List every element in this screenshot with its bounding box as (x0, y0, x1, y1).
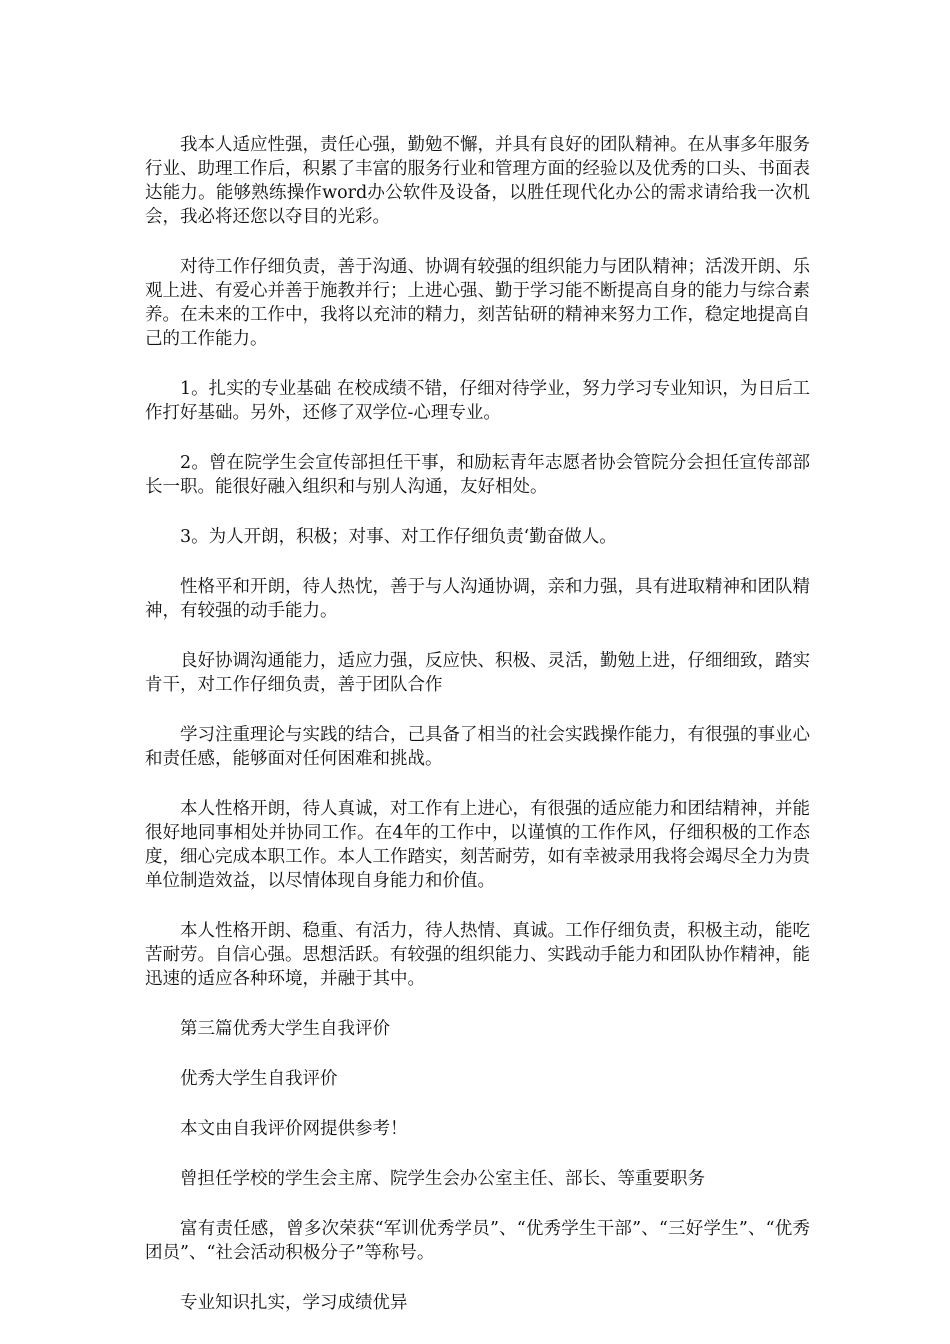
section-subtitle: 优秀大学生自我评价 (180, 1069, 338, 1089)
paragraph-7: 良好协调沟通能力，适应力强，反应快、积极、灵活，勤勉上进，仔细细致，踏实肯干，对工作仔细负责，善于团队合作 (145, 651, 810, 695)
paragraph-3: 1。扎实的专业基础 在校成绩不错，仔细对待学业，努力学习专业知识，为日后工作打好基础。另外，还修了双学位-心理专业。 (145, 379, 810, 423)
paragraph-14: 曾担任学校的学生会主席、院学生会办公室主任、部长、等重要职务 (180, 1169, 705, 1189)
paragraph-5: 3。为人开朗，积极；对事、对工作仔细负责‘勤奋做人。 (180, 527, 617, 547)
paragraph-10: 本人性格开朗、稳重、有活力，待人热情、真诚。工作仔细负责，积极主动，能吃苦耐劳。自信心强。思想活跃。有较强的组织能力、实践动手能力和团队协作精神，能迅速的适应各种环境，并融于其中。 (145, 921, 810, 989)
paragraph-6: 性格平和开朗，待人热忱，善于与人沟通协调，亲和力强，具有进取精神和团队精神，有较强的动手能力。 (145, 577, 810, 621)
paragraph-8: 学习注重理论与实践的结合，己具备了相当的社会实践操作能力，有很强的事业心和责任感，能够面对任何困难和挑战。 (145, 725, 810, 769)
section-heading: 第三篇优秀大学生自我评价 (180, 1019, 390, 1039)
paragraph-9: 本人性格开朗，待人真诚，对工作有上进心，有很强的适应能力和团结精神，并能很好地同事相处并协同工作。在4年的工作中，以谨慎的工作作风，仔细积极的工作态度，细心完成本职工作。本人工作踏实，刻苦耐劳，如有幸被录用我将会竭尽全力为贵单位制造效益，以尽情体现自身能力和价值。 (145, 799, 810, 891)
source-note: 本文由自我评价网提供参考！ (180, 1119, 408, 1139)
paragraph-16: 专业知识扎实，学习成绩优异 (180, 1293, 408, 1313)
paragraph-15: 富有责任感，曾多次荣获“军训优秀学员”、“优秀学生干部”、“三好学生”、“优秀团员”、“社会活动积极分子”等称号。 (145, 1219, 810, 1263)
paragraph-1: 我本人适应性强，责任心强，勤勉不懈，并具有良好的团队精神。在从事多年服务行业、助理工作后，积累了丰富的服务行业和管理方面的经验以及优秀的口头、书面表达能力。能够熟练操作word办公软件及设备，以胜任现代化办公的需求请给我一次机会，我必将还您以夺目的光彩。 (145, 135, 810, 227)
paragraph-4: 2。曾在院学生会宣传部担任干事，和励耘青年志愿者协会管院分会担任宣传部部长一职。能很好融入组织和与别人沟通，友好相处。 (145, 453, 810, 497)
paragraph-2: 对待工作仔细负责，善于沟通、协调有较强的组织能力与团队精神；活泼开朗、乐观上进、有爱心并善于施教并行；上进心强、勤于学习能不断提高自身的能力与综合素养。在未来的工作中，我将以充沛的精力，刻苦钻研的精神来努力工作，稳定地提高自己的工作能力。 (145, 257, 810, 349)
document-body (145, 133, 810, 1341)
